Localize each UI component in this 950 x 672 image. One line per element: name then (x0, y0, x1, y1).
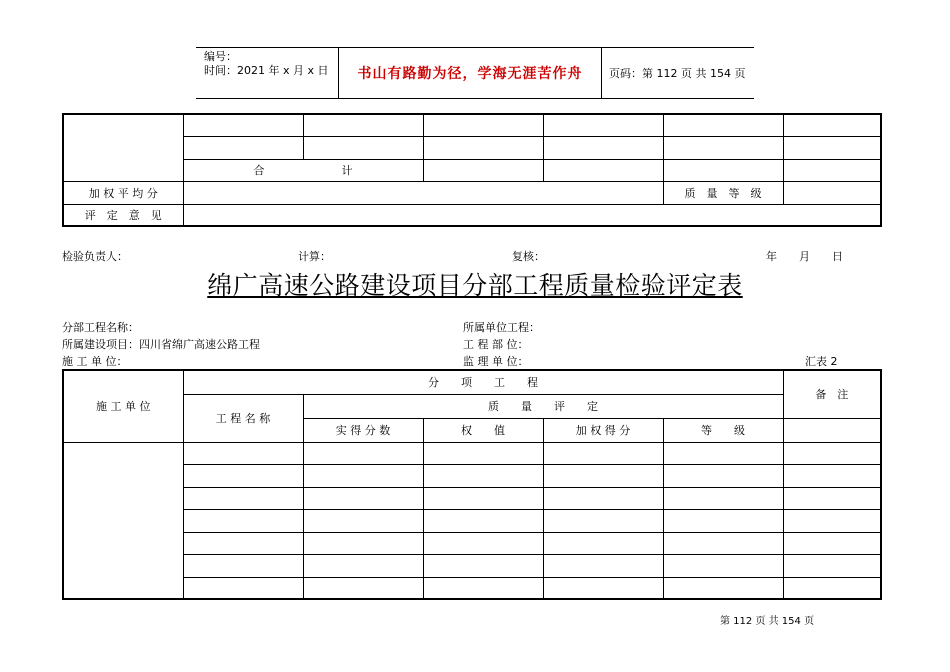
quality-grade-label: 质 量 等 级 (663, 181, 783, 204)
table-row (63, 136, 881, 159)
project-site-label: 工 程 部 位： (463, 338, 529, 351)
table-cell (63, 442, 183, 599)
table-header-row (63, 370, 881, 394)
page-footer: 第 112 页 共 154 页 (720, 616, 815, 627)
table-cell (423, 464, 543, 487)
inspector-label: 检验负责人： (62, 250, 128, 263)
time-label: 时间：2021 年 x 月 x 日 (204, 64, 329, 77)
page-number-label: 页码：第 112 页 共 154 页 (609, 67, 746, 80)
table-cell (783, 114, 881, 136)
opinion-value (183, 204, 881, 226)
weighted-avg-value (183, 181, 663, 204)
table-cell (783, 532, 881, 554)
code-label: 编号： (204, 50, 237, 63)
table-cell (63, 114, 183, 181)
table-row (63, 159, 881, 181)
table-cell (303, 487, 423, 509)
summary-number: 汇表 2 (805, 355, 838, 368)
table-cell (423, 442, 543, 464)
table-cell (783, 442, 881, 464)
table-cell (183, 114, 303, 136)
page-header (196, 47, 754, 99)
weight-header: 权 值 (423, 418, 543, 442)
table-cell (783, 577, 881, 599)
table-cell (783, 464, 881, 487)
table-cell (543, 159, 663, 181)
table-row (63, 464, 881, 487)
table-cell (663, 159, 783, 181)
table-row (63, 554, 881, 577)
table-row (63, 487, 881, 509)
header-divider (601, 48, 602, 98)
construction-unit-header: 施 工 单 位 (63, 370, 183, 442)
table-cell (183, 487, 303, 509)
table-cell (303, 554, 423, 577)
header-left (204, 50, 329, 78)
table-cell (183, 554, 303, 577)
table-cell (663, 464, 783, 487)
table-row (63, 577, 881, 599)
motto-text: 书山有路勤为径，学海无涯苦作舟 (357, 66, 583, 82)
table-cell (543, 554, 663, 577)
opinion-label: 评 定 意 见 (63, 204, 183, 226)
construction-project-label: 所属建设项目：四川省绵广高速公路工程 (62, 338, 260, 351)
evaluation-table (62, 369, 882, 600)
supervision-unit-label: 监 理 单 位： (463, 355, 529, 368)
table-cell (183, 577, 303, 599)
table-row (63, 204, 881, 226)
table-cell (423, 509, 543, 532)
table-cell (543, 487, 663, 509)
table-cell (303, 532, 423, 554)
table-cell (783, 554, 881, 577)
table-cell (303, 577, 423, 599)
table-cell (543, 509, 663, 532)
table-cell (543, 442, 663, 464)
table-cell (543, 114, 663, 136)
construction-unit-label: 施 工 单 位： (62, 355, 128, 368)
table-cell (183, 464, 303, 487)
quality-eval-header: 质 量 评 定 (303, 394, 783, 418)
unit-project-label: 所属单位工程： (463, 321, 540, 334)
sub-project-name-label: 分部工程名称： (62, 321, 139, 334)
table-row (63, 509, 881, 532)
table-cell (663, 577, 783, 599)
table-cell (543, 464, 663, 487)
table-cell (783, 136, 881, 159)
total-label: 合 计 (183, 159, 423, 181)
calc-label: 计算： (298, 250, 331, 263)
table-cell (423, 532, 543, 554)
table-cell (783, 509, 881, 532)
table-row (63, 532, 881, 554)
table-cell (663, 487, 783, 509)
table-cell (183, 136, 303, 159)
table-cell (663, 136, 783, 159)
table-cell (183, 442, 303, 464)
table-cell (303, 136, 423, 159)
table-cell (663, 442, 783, 464)
actual-score-header: 实 得 分 数 (303, 418, 423, 442)
table-cell (423, 136, 543, 159)
table-cell (663, 532, 783, 554)
table-cell (543, 136, 663, 159)
date-label: 年 月 日 (766, 250, 843, 263)
remarks-header: 备 注 (783, 370, 881, 418)
table-cell (423, 487, 543, 509)
table-cell (423, 554, 543, 577)
table-cell (783, 418, 881, 442)
table-cell (543, 577, 663, 599)
weighted-score-header: 加 权 得 分 (543, 418, 663, 442)
table-cell (303, 442, 423, 464)
project-name-header: 工 程 名 称 (183, 394, 303, 442)
table-cell (183, 532, 303, 554)
table-cell (543, 532, 663, 554)
table-cell (423, 577, 543, 599)
review-label: 复核： (512, 250, 545, 263)
table-row (63, 181, 881, 204)
table-cell (423, 114, 543, 136)
weighted-avg-label: 加 权 平 均 分 (63, 181, 183, 204)
table-cell (663, 114, 783, 136)
table-cell (303, 464, 423, 487)
page-title: 绵广高速公路建设项目分部工程质量检验评定表 (207, 271, 743, 300)
table-cell (303, 509, 423, 532)
table-row (63, 114, 881, 136)
table-cell (663, 554, 783, 577)
table-cell (423, 159, 543, 181)
table-row (63, 442, 881, 464)
quality-grade-value (783, 181, 881, 204)
grade-header: 等 级 (663, 418, 783, 442)
sub-items-header: 分 项 工 程 (183, 370, 783, 394)
table-cell (663, 509, 783, 532)
table-cell (303, 114, 423, 136)
table-header-row (63, 394, 881, 418)
table-cell (183, 509, 303, 532)
table-cell (783, 487, 881, 509)
summary-table-top (62, 113, 882, 227)
table-cell (783, 159, 881, 181)
